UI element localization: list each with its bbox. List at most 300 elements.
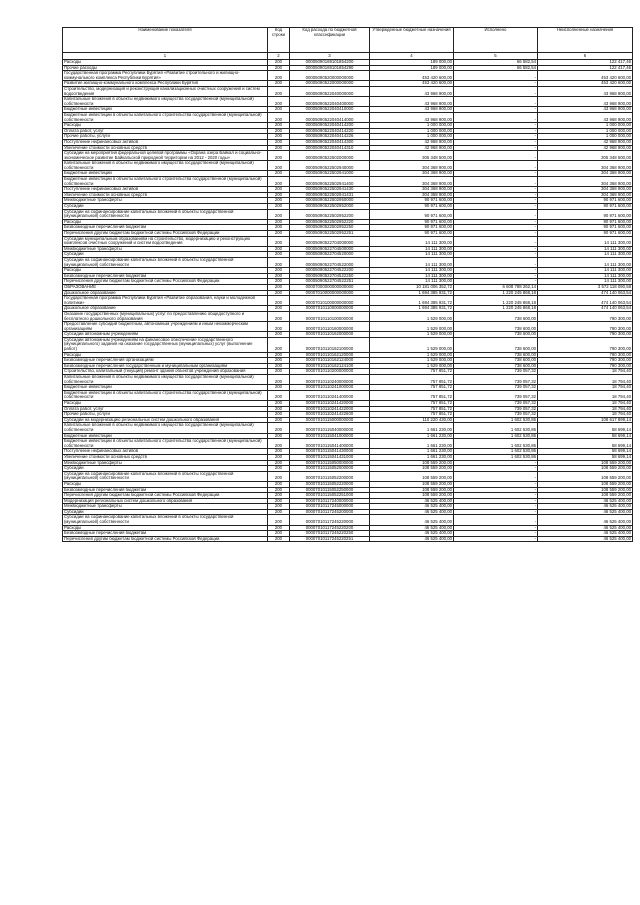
row-line-code: 200 [268, 139, 290, 145]
row-indicator-name: Субсидии автономным учреждениям на финансовое обеспечение государственного (муниципального) задания на оказание государственных (муниципальных) услуг (выполнение работ) [63, 337, 268, 352]
row-indicator-name: Расходы [63, 219, 268, 225]
row-unexecuted: 58 699,14 [538, 433, 633, 439]
row-budget-code: 00007010110241422000 [290, 406, 370, 412]
row-unexecuted: 90 971 600,00 [538, 198, 633, 204]
row-executed: 739 057,32 [454, 385, 538, 391]
row-line-code: 200 [268, 296, 290, 306]
row-unexecuted: 14 111 300,00 [538, 279, 633, 285]
row-line-code: 200 [268, 123, 290, 129]
row-approved: 1 661 230,00 [370, 433, 454, 439]
row-line-code: 200 [268, 385, 290, 391]
row-line-code: 200 [268, 375, 290, 385]
row-approved: 304 368 900,00 [370, 161, 454, 171]
row-line-code: 200 [268, 252, 290, 258]
row-budget-code: 00005090522040410000 [290, 107, 370, 113]
row-executed: - [454, 279, 538, 285]
row-line-code: 200 [268, 86, 290, 96]
table-row [63, 536, 633, 542]
row-approved: 1 661 230,00 [370, 454, 454, 460]
row-line-code: 200 [268, 71, 290, 81]
row-executed: 739 057,32 [454, 369, 538, 375]
row-budget-code: 00005090522704522000 [290, 257, 370, 267]
row-line-code: 200 [268, 204, 290, 210]
row-executed: - [454, 487, 538, 493]
row-unexecuted: 1 000 000,00 [538, 134, 633, 140]
row-approved: 46 525 400,00 [370, 509, 454, 515]
row-executed: - [454, 192, 538, 198]
table-row [63, 337, 633, 352]
row-approved: 90 971 600,00 [370, 198, 454, 204]
row-budget-code: 00007010110240000000 [290, 375, 370, 385]
row-budget-code: 00007010117245220200 [290, 525, 370, 531]
column-number: 3 [290, 53, 370, 60]
row-executed: 1 602 530,86 [454, 439, 538, 449]
table-row [63, 71, 633, 81]
row-executed: - [454, 225, 538, 231]
row-budget-code: 00005090522704000000 [290, 236, 370, 246]
table-row [63, 257, 633, 267]
header-unexecuted: Неисполненные назначения [538, 28, 633, 53]
row-executed: - [454, 161, 538, 171]
row-budget-code: 00005090522502952200 [290, 209, 370, 219]
row-line-code: 200 [268, 536, 290, 542]
row-executed: - [454, 81, 538, 87]
row-indicator-name: Модернизация региональных систем дошкольного образования [63, 498, 268, 504]
table-row [63, 209, 633, 219]
row-indicator-name: Субсидии муниципальным образованиям на строительство, модернизацию и реконструкцию комплексов очистных сооружений и систем водоотведения [63, 236, 268, 246]
row-budget-code: 00007010110241400000 [290, 390, 370, 400]
row-budget-code: 00007010115040000000 [290, 423, 370, 433]
row-approved: 108 559 200,00 [370, 466, 454, 472]
row-executed: 66 582,54 [454, 65, 538, 71]
row-line-code: 200 [268, 161, 290, 171]
row-line-code: 200 [268, 454, 290, 460]
row-indicator-name: Прочие работы, услуги [63, 134, 268, 140]
column-number: 2 [268, 53, 290, 60]
row-unexecuted: 42 968 900,00 [538, 139, 633, 145]
row-approved: 1 000 000,00 [370, 123, 454, 129]
row-approved: 1 000 000,00 [370, 128, 454, 134]
row-indicator-name: Поступление нефинансовых активов [63, 139, 268, 145]
row-executed: - [454, 134, 538, 140]
row-executed: - [454, 273, 538, 279]
header-line-code: Код строки [268, 28, 290, 53]
row-indicator-name: Безвозмездные перечисления государственным и муниципальным организациям [63, 363, 268, 369]
row-executed: 739 057,32 [454, 412, 538, 418]
row-indicator-name: Безвозмездные перечисления бюджетам [63, 225, 268, 231]
row-line-code: 200 [268, 257, 290, 267]
row-approved: 14 111 300,00 [370, 246, 454, 252]
row-unexecuted: 43 968 900,00 [538, 107, 633, 113]
row-unexecuted: 14 111 300,00 [538, 268, 633, 274]
row-executed: 738 600,00 [454, 322, 538, 332]
row-budget-code: 00007010110100000000 [290, 311, 370, 321]
row-line-code: 200 [268, 433, 290, 439]
row-budget-code: 00005090522502941400 [290, 177, 370, 187]
row-executed: - [454, 515, 538, 525]
row-executed: 738 600,00 [454, 337, 538, 352]
row-line-code: 200 [268, 268, 290, 274]
row-line-code: 200 [268, 177, 290, 187]
row-indicator-name: Увеличение стоимости основных средств [63, 454, 268, 460]
row-approved: 757 851,72 [370, 375, 454, 385]
row-line-code: 200 [268, 449, 290, 455]
row-budget-code: 00005090522040414300 [290, 139, 370, 145]
row-unexecuted: 18 794,40 [538, 412, 633, 418]
row-budget-code: 00007010115041000000 [290, 433, 370, 439]
row-indicator-name: Безвозмездные перечисления бюджетам [63, 487, 268, 493]
row-executed: 738 600,00 [454, 352, 538, 358]
row-budget-code: 00005090522502940000 [290, 161, 370, 171]
row-unexecuted: 108 559 200,00 [538, 481, 633, 487]
row-indicator-name: Бюджетные инвестиции в объекты капитального строительства государственной (муниципальной) собственности [63, 390, 268, 400]
row-executed: 1 602 530,86 [454, 417, 538, 423]
row-executed: - [454, 252, 538, 258]
row-indicator-name: Оказание государственных (муниципальных) услуг по предоставлению общедоступного и бесплатного дошкольного образования [63, 311, 268, 321]
table-row [63, 296, 633, 306]
row-budget-code: 00007010110000000000 [290, 306, 370, 312]
row-budget-code: 00007010117245220251 [290, 536, 370, 542]
row-approved: 1 694 385 931,72 [370, 296, 454, 306]
row-indicator-name: Перечисления другим бюджетам бюджетной системы Российской Федерации [63, 279, 268, 285]
row-indicator-name: Строительство, модернизация и реконструкция канализационных очистных сооружений и систем водоотведения [63, 86, 268, 96]
row-unexecuted: 58 699,14 [538, 439, 633, 449]
row-executed: - [454, 198, 538, 204]
row-approved: 14 111 300,00 [370, 268, 454, 274]
row-unexecuted: 790 300,00 [538, 358, 633, 364]
row-budget-code: 00005090522502952251 [290, 231, 370, 237]
column-number: 4 [370, 53, 454, 60]
row-indicator-name: Межбюджетные трансферты [63, 246, 268, 252]
row-unexecuted: 90 971 600,00 [538, 204, 633, 210]
row-executed: - [454, 123, 538, 129]
row-executed: 738 600,00 [454, 311, 538, 321]
row-budget-code: 00007010115052250000 [290, 487, 370, 493]
row-unexecuted: 474 140 063,54 [538, 290, 633, 296]
row-indicator-name: Развитие жилищно-коммунального комплекса Республики Бурятия [63, 81, 268, 87]
row-indicator-name: Государственная программа Республики Бурятия «Развитие образования, науки и молодежной политики» [63, 296, 268, 306]
row-indicator-name: Субсидии [63, 204, 268, 210]
row-budget-code: 00007010115041431000 [290, 454, 370, 460]
column-number: 1 [63, 53, 268, 60]
row-approved: 1 529 000,00 [370, 358, 454, 364]
row-line-code: 200 [268, 171, 290, 177]
row-approved: 1 694 385 931,72 [370, 306, 454, 312]
row-executed: - [454, 97, 538, 107]
row-unexecuted: 304 368 900,00 [538, 187, 633, 193]
row-approved: 453 420 600,00 [370, 71, 454, 81]
row-unexecuted: 790 300,00 [538, 322, 633, 332]
row-line-code: 200 [268, 352, 290, 358]
row-budget-code: 00005090522704522200 [290, 268, 370, 274]
row-line-code: 200 [268, 273, 290, 279]
row-line-code: 200 [268, 417, 290, 423]
row-unexecuted: 108 559 200,00 [538, 460, 633, 466]
row-unexecuted: 304 368 900,00 [538, 192, 633, 198]
row-indicator-name: Государственная программа Республики Бурятия «Развитие строительного и жилищно-коммунального комплекса Республики Бурятия» [63, 71, 268, 81]
row-indicator-name: Безвозмездные перечисления организациям [63, 358, 268, 364]
table-row [63, 375, 633, 385]
row-unexecuted: 790 300,00 [538, 332, 633, 338]
row-budget-code: 00005090522704522251 [290, 279, 370, 285]
row-unexecuted: 304 368 900,00 [538, 161, 633, 171]
row-unexecuted: 108 617 899,14 [538, 417, 633, 423]
row-budget-code: 00005090522502941431 [290, 192, 370, 198]
row-unexecuted: 18 794,40 [538, 406, 633, 412]
row-line-code: 200 [268, 192, 290, 198]
row-budget-code: 00007010117245220000 [290, 515, 370, 525]
row-line-code: 200 [268, 279, 290, 285]
row-indicator-name: Бюджетные инвестиции в объекты капитального строительства государственной (муниципальной) собственности [63, 112, 268, 122]
row-budget-code: 00007010115000000000 [290, 417, 370, 423]
row-line-code: 200 [268, 198, 290, 204]
row-indicator-name: Безвозмездные перечисления бюджетам [63, 273, 268, 279]
row-executed: - [454, 493, 538, 499]
row-unexecuted: 58 699,14 [538, 454, 633, 460]
row-unexecuted: 18 794,40 [538, 375, 633, 385]
row-unexecuted: 453 420 600,00 [538, 81, 633, 87]
row-indicator-name: Увеличение стоимости основных средств [63, 192, 268, 198]
row-indicator-name: Бюджетные инвестиции в объекты капитального строительства государственной (муниципальной) собственности [63, 439, 268, 449]
row-indicator-name: Субсидии на софинансирование капитальных вложений в объекты государственной (муниципальной) собственности [63, 257, 268, 267]
row-budget-code: 00007010110162120000 [290, 352, 370, 358]
row-indicator-name: Расходы [63, 525, 268, 531]
row-executed: - [454, 531, 538, 537]
row-indicator-name: Капитальные вложения в объекты недвижимого имущества государственной (муниципальной) собственности [63, 375, 268, 385]
row-budget-code: 00005090522704500000 [290, 246, 370, 252]
row-approved: 757 851,72 [370, 406, 454, 412]
row-unexecuted: 18 794,40 [538, 390, 633, 400]
row-budget-code: 00005090522040414220 [290, 128, 370, 134]
row-executed: - [454, 209, 538, 219]
row-budget-code: 00007010100000000000 [290, 296, 370, 306]
row-approved: 189 000,00 [370, 65, 454, 71]
row-budget-code: 00007010110162100000 [290, 337, 370, 352]
table-row [63, 97, 633, 107]
row-budget-code: 00007010117245200000 [290, 509, 370, 515]
row-executed: 738 600,00 [454, 363, 538, 369]
row-approved: 108 559 200,00 [370, 493, 454, 499]
row-line-code: 200 [268, 358, 290, 364]
row-executed: - [454, 460, 538, 466]
row-unexecuted: 90 971 600,00 [538, 225, 633, 231]
row-indicator-name: Расходы [63, 123, 268, 129]
row-executed: 1 602 530,86 [454, 433, 538, 439]
row-line-code: 200 [268, 509, 290, 515]
row-budget-code: 00007010115052251000 [290, 493, 370, 499]
header-approved: Утвержденные бюджетные назначения [370, 28, 454, 53]
row-budget-code: 00005090522704520000 [290, 252, 370, 258]
row-executed: - [454, 471, 538, 481]
row-approved: 453 420 600,00 [370, 81, 454, 87]
row-executed: 739 057,32 [454, 406, 538, 412]
row-line-code: 200 [268, 369, 290, 375]
row-indicator-name: Субсидии [63, 466, 268, 472]
row-indicator-name: Расходы [63, 401, 268, 407]
row-line-code: 200 [268, 219, 290, 225]
row-unexecuted: 18 794,40 [538, 401, 633, 407]
row-line-code: 200 [268, 406, 290, 412]
row-unexecuted: 46 525 400,00 [538, 536, 633, 542]
row-line-code: 200 [268, 306, 290, 312]
row-budget-code: 00005090522040414310 [290, 145, 370, 151]
row-indicator-name: Прочие работы, услуги [63, 412, 268, 418]
row-executed: - [454, 536, 538, 542]
row-indicator-name: Безвозмездные перечисления бюджетам [63, 531, 268, 537]
row-line-code: 200 [268, 466, 290, 472]
row-approved: 90 971 600,00 [370, 219, 454, 225]
row-budget-code: 00005090522502941000 [290, 171, 370, 177]
row-unexecuted: 14 111 300,00 [538, 236, 633, 246]
table-row [63, 439, 633, 449]
document-page [62, 27, 640, 542]
row-line-code: 200 [268, 60, 290, 66]
row-executed: - [454, 139, 538, 145]
row-approved: 46 525 400,00 [370, 536, 454, 542]
row-indicator-name: Строительство, капитальный (текущий) ремонт зданий объектов учреждений образования [63, 369, 268, 375]
row-line-code: 200 [268, 151, 290, 161]
row-line-code: 200 [268, 332, 290, 338]
row-executed: - [454, 204, 538, 210]
row-indicator-name: Межбюджетные трансферты [63, 504, 268, 510]
row-budget-code: 00007010110241422600 [290, 412, 370, 418]
row-line-code: 200 [268, 525, 290, 531]
row-indicator-name: Субсидии на софинансирование капитальных вложений в объекты государственной (муниципальной) собственности [63, 515, 268, 525]
row-line-code: 200 [268, 337, 290, 352]
row-executed: 738 600,00 [454, 332, 538, 338]
row-unexecuted: 14 111 300,00 [538, 273, 633, 279]
row-unexecuted: 14 111 300,00 [538, 257, 633, 267]
row-approved: 757 851,72 [370, 401, 454, 407]
row-unexecuted: 46 525 400,00 [538, 525, 633, 531]
row-approved: 108 559 200,00 [370, 481, 454, 487]
row-approved: 90 971 600,00 [370, 209, 454, 219]
row-indicator-name: Оплата работ, услуг [63, 406, 268, 412]
header-budget-code: Код расхода по бюджетной классификации [290, 28, 370, 53]
row-line-code: 200 [268, 439, 290, 449]
row-unexecuted: 304 368 900,00 [538, 177, 633, 187]
row-approved: 757 851,72 [370, 390, 454, 400]
row-budget-code: 00005090522040400000 [290, 97, 370, 107]
row-budget-code: 00007010117240000000 [290, 498, 370, 504]
row-approved: 14 111 300,00 [370, 279, 454, 285]
row-unexecuted: 58 699,14 [538, 423, 633, 433]
row-approved: 90 971 600,00 [370, 231, 454, 237]
row-indicator-name: Субсидии на модернизацию региональных систем дошкольного образования [63, 417, 268, 423]
row-executed: 739 057,32 [454, 401, 538, 407]
row-unexecuted: 43 968 900,00 [538, 97, 633, 107]
row-executed: - [454, 257, 538, 267]
row-unexecuted: 18 794,40 [538, 369, 633, 375]
row-line-code: 200 [268, 363, 290, 369]
row-indicator-name: Предоставление субсидий бюджетным, автономным учреждениям и иным некоммерческим организациям [63, 322, 268, 332]
row-line-code: 200 [268, 401, 290, 407]
row-approved: 304 368 900,00 [370, 177, 454, 187]
row-indicator-name: Бюджетные инвестиции [63, 385, 268, 391]
row-approved: 42 968 900,00 [370, 145, 454, 151]
row-approved: 757 851,72 [370, 369, 454, 375]
row-line-code: 200 [268, 65, 290, 71]
column-number-row [63, 53, 633, 60]
row-approved: 108 559 200,00 [370, 487, 454, 493]
row-indicator-name: Поступление нефинансовых активов [63, 449, 268, 455]
row-unexecuted: 14 111 300,00 [538, 246, 633, 252]
row-line-code: 200 [268, 423, 290, 433]
row-indicator-name: Поступление нефинансовых активов [63, 187, 268, 193]
row-executed: - [454, 525, 538, 531]
row-approved: 43 968 900,00 [370, 86, 454, 96]
table-row [63, 515, 633, 525]
row-unexecuted: 46 525 400,00 [538, 498, 633, 504]
row-approved: 1 661 230,00 [370, 423, 454, 433]
column-number: 5 [454, 53, 538, 60]
table-row [63, 86, 633, 96]
row-unexecuted: 474 140 063,54 [538, 296, 633, 306]
row-line-code: 200 [268, 322, 290, 332]
row-approved: 14 111 300,00 [370, 252, 454, 258]
row-budget-code: 00005090522040414226 [290, 134, 370, 140]
row-indicator-name: Дошкольное образование [63, 306, 268, 312]
row-indicator-name: Субсидии на софинансирование капитальных вложений в объекты государственной (муниципальной) собственности [63, 471, 268, 481]
row-unexecuted: 14 111 300,00 [538, 252, 633, 258]
row-indicator-name: Дошкольное образование [63, 290, 268, 296]
row-approved: 90 971 600,00 [370, 225, 454, 231]
row-unexecuted: 1 000 000,00 [538, 128, 633, 134]
row-indicator-name: Межбюджетные трансферты [63, 460, 268, 466]
row-line-code: 200 [268, 390, 290, 400]
row-indicator-name: Субсидии [63, 509, 268, 515]
row-budget-code: 00005090522704522250 [290, 273, 370, 279]
row-indicator-name: Прочие расходы [63, 65, 268, 71]
row-indicator-name: Увеличение стоимости основных средств [63, 145, 268, 151]
row-executed: - [454, 466, 538, 472]
row-unexecuted: 46 525 400,00 [538, 531, 633, 537]
row-indicator-name: Бюджетные инвестиции в объекты капитального строительства государственной (муниципальной) собственности [63, 177, 268, 187]
row-unexecuted: 43 968 900,00 [538, 86, 633, 96]
row-unexecuted: 790 300,00 [538, 311, 633, 321]
row-executed: - [454, 171, 538, 177]
row-approved: 46 525 400,00 [370, 498, 454, 504]
row-executed: - [454, 268, 538, 274]
row-line-code: 200 [268, 471, 290, 481]
row-approved: 304 368 900,00 [370, 171, 454, 177]
row-unexecuted: 453 420 600,00 [538, 71, 633, 81]
row-budget-code: 00005090522502952000 [290, 204, 370, 210]
row-unexecuted: 108 559 200,00 [538, 493, 633, 499]
row-unexecuted: 46 525 400,00 [538, 515, 633, 525]
row-unexecuted: 46 525 400,00 [538, 509, 633, 515]
row-budget-code: 00005090522502941430 [290, 187, 370, 193]
row-unexecuted: 43 968 900,00 [538, 112, 633, 122]
table-row [63, 471, 633, 481]
row-approved: 189 000,00 [370, 60, 454, 66]
row-approved: 108 559 200,00 [370, 471, 454, 481]
row-line-code: 200 [268, 531, 290, 537]
row-unexecuted: 46 525 400,00 [538, 504, 633, 510]
row-line-code: 200 [268, 107, 290, 113]
row-executed: - [454, 509, 538, 515]
row-executed: - [454, 246, 538, 252]
row-approved: 757 851,72 [370, 412, 454, 418]
row-line-code: 200 [268, 145, 290, 151]
table-row [63, 322, 633, 332]
row-executed: - [454, 219, 538, 225]
row-approved: 304 368 900,00 [370, 187, 454, 193]
row-approved: 304 368 900,00 [370, 192, 454, 198]
row-unexecuted: 42 968 900,00 [538, 145, 633, 151]
row-indicator-name: Перечисления другим бюджетам бюджетной системы Российской Федерации [63, 231, 268, 237]
row-line-code: 200 [268, 128, 290, 134]
